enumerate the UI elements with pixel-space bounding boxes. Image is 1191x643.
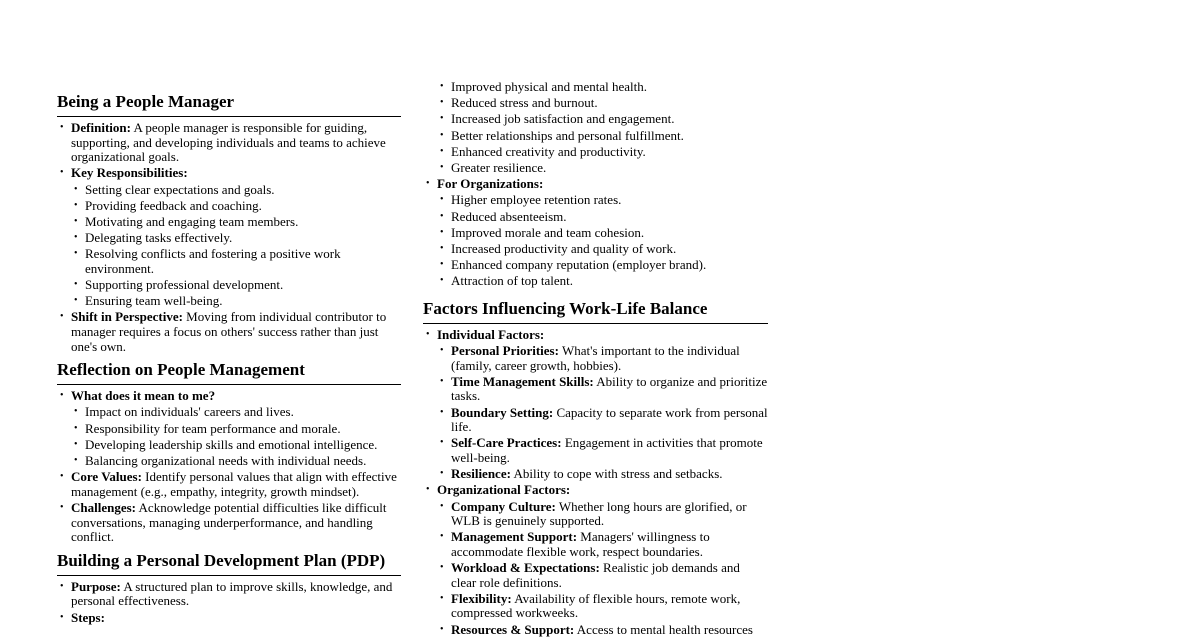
item-text: Access to mental health resources (574, 621, 753, 637)
item-label: Time Management Skills: (451, 373, 594, 389)
section-being-people-manager (57, 92, 401, 354)
list-item (57, 611, 401, 626)
list-item (423, 177, 768, 289)
sub-list-item (437, 561, 768, 590)
item-label: Purpose: (71, 578, 121, 594)
section-benefits-continued (423, 80, 768, 289)
list-item (57, 389, 401, 468)
item-text: Ability to organize and prioritize tasks. (451, 373, 768, 404)
item-label: Boundary Setting: (451, 404, 554, 420)
sub-list-item: • Developing leadership skills and emotional intelligence. (71, 438, 401, 453)
item-label: Challenges: (71, 499, 136, 515)
item-label: Resilience: (451, 466, 511, 482)
list-item (57, 580, 401, 609)
sub-list-item: • Higher employee retention rates. (437, 193, 768, 208)
sub-list-item: • Supporting professional development. (71, 278, 401, 293)
section-heading: Factors Influencing Work-Life Balance (423, 299, 768, 324)
sub-list-item: • Impact on individuals' careers and lives. (71, 405, 401, 420)
sub-list-item (437, 406, 768, 435)
section-heading: Being a People Manager (57, 92, 401, 117)
sub-list-item: • Enhanced creativity and productivity. (437, 145, 768, 160)
right-column (423, 80, 768, 643)
item-label: Management Support: (451, 529, 578, 545)
list-item (57, 121, 401, 165)
item-label: Self-Care Practices: (451, 435, 562, 451)
sub-list-item (437, 592, 768, 621)
section-heading: Reflection on People Management (57, 360, 401, 385)
item-text: Managers' willingness to accommodate flexible work, respect boundaries. (451, 529, 710, 559)
sub-list-item: • Reduced stress and burnout. (437, 96, 768, 111)
item-label: Company Culture: (451, 498, 556, 514)
bullet-list (423, 177, 768, 289)
item-label: Workload & Expectations: (451, 560, 600, 576)
item-text: Identify personal values that align with effective management (e.g., empathy, integrity, growth mindset). (71, 469, 397, 499)
sub-list-item: • Balancing organizational needs with individual needs. (71, 454, 401, 469)
bullet-list (423, 80, 768, 176)
item-text: A structured plan to improve skills, knowledge, and personal effectiveness. (71, 578, 393, 609)
sub-list-item: • Improved physical and mental health. (437, 80, 768, 95)
list-item (423, 483, 768, 637)
section-pdp (57, 551, 401, 625)
list-item (57, 310, 401, 354)
sub-list-item: • Improved morale and team cohesion. (437, 226, 768, 241)
sub-list-item: • Setting clear expectations and goals. (71, 183, 401, 198)
sub-list-item: • Ensuring team well-being. (71, 294, 401, 309)
item-text: Whether long hours are glorified, or WLB is genuinely supported. (451, 498, 747, 529)
sub-list (71, 183, 401, 309)
sub-list-item (437, 467, 768, 482)
item-label: Individual Factors: (437, 326, 545, 342)
item-text: Ability to cope with stress and setbacks. (510, 466, 723, 482)
item-text: Acknowledge potential difficulties like difficult conversations, managing underperformance, and handling conflict. (71, 499, 387, 545)
list-item (57, 166, 401, 309)
sub-list-item (437, 623, 768, 638)
sub-list-item: • Responsibility for team performance and morale. (71, 422, 401, 437)
item-label: Personal Priorities: (451, 343, 559, 359)
sub-list-item (437, 530, 768, 559)
item-label: Steps: (71, 609, 105, 625)
item-text: A people manager is responsible for guiding, supporting, and developing individuals and teams to achieve organizational goals. (71, 120, 386, 165)
item-text: Capacity to separate work from personal life. (451, 404, 768, 435)
item-label: Resources & Support: (451, 621, 575, 637)
item-label: What does it mean to me? (71, 388, 216, 404)
item-text: Availability of flexible hours, remote work, compressed workweeks. (451, 590, 741, 621)
item-label: Flexibility: (451, 590, 512, 606)
sub-list-item: • Reduced absenteeism. (437, 210, 768, 225)
sub-list-item (437, 344, 768, 373)
sub-list (437, 344, 768, 482)
item-label: Core Values: (71, 469, 142, 485)
item-text: What's important to the individual (family, career growth, hobbies). (451, 343, 740, 373)
list-item (57, 501, 401, 545)
sub-list-item (437, 436, 768, 465)
sub-list-item (437, 500, 768, 529)
sub-list-item: • Resolving conflicts and fostering a positive work environment. (71, 247, 401, 276)
bullet-list (57, 580, 401, 625)
sub-list-item: • Increased job satisfaction and engagement. (437, 112, 768, 127)
sub-list-item: • Greater resilience. (437, 161, 768, 176)
section-wlb-factors (423, 299, 768, 637)
sub-list (71, 405, 401, 468)
sub-list-item (437, 375, 768, 404)
section-heading: Building a Personal Development Plan (PDP) (57, 551, 401, 576)
item-label: For Organizations: (437, 176, 544, 192)
item-label: Shift in Perspective: (71, 309, 183, 325)
bullet-list (57, 121, 401, 354)
section-reflection (57, 360, 401, 545)
sub-list-item: • Better relationships and personal fulfillment. (437, 129, 768, 144)
sub-list-item: • Motivating and engaging team members. (71, 215, 401, 230)
sub-list-item: • Attraction of top talent. (437, 274, 768, 289)
sub-list-item: • Delegating tasks effectively. (71, 231, 401, 246)
item-text: Engagement in activities that promote well-being. (451, 435, 763, 465)
sub-list (437, 500, 768, 638)
sub-list-item: • Providing feedback and coaching. (71, 199, 401, 214)
left-column (57, 92, 401, 631)
sub-list (437, 193, 768, 289)
list-item (423, 328, 768, 482)
item-label: Organizational Factors: (437, 482, 571, 498)
item-label: Key Responsibilities: (71, 165, 188, 181)
bullet-list (423, 328, 768, 637)
item-text: Moving from individual contributor to manager requires a focus on others' success rather than just one's own. (71, 309, 387, 354)
bullet-list (57, 389, 401, 545)
item-text: Realistic job demands and clear role definitions. (451, 560, 740, 590)
sub-list-item: • Increased productivity and quality of work. (437, 242, 768, 257)
list-item (57, 470, 401, 499)
sub-list-item: • Enhanced company reputation (employer brand). (437, 258, 768, 273)
item-label: Definition: (71, 120, 131, 135)
